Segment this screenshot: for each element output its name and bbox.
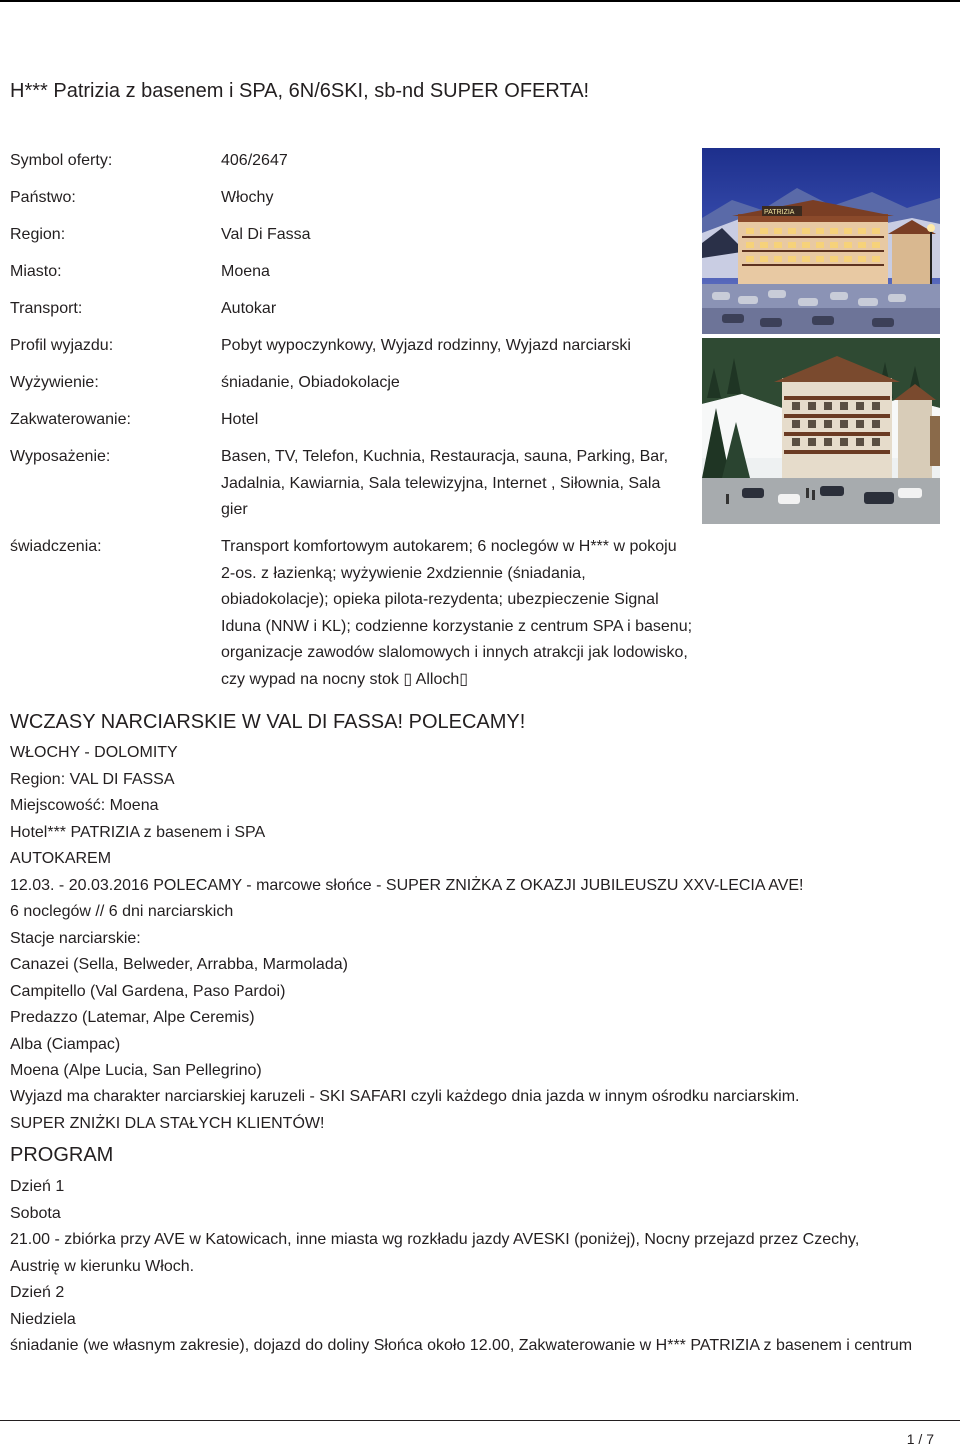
body-line: Hotel*** PATRIZIA z basenem i SPA <box>10 824 266 841</box>
body-line: Stacje narciarskie: <box>10 930 141 947</box>
body-line: Campitello (Val Gardena, Paso Pardoi) <box>10 983 286 1000</box>
body-line: 6 noclegów // 6 dni narciarskich <box>10 903 234 920</box>
value-board: śniadanie, Obiadokolacje <box>221 374 400 391</box>
program-line: Sobota <box>10 1205 61 1222</box>
value-country: Włochy <box>221 189 274 206</box>
footer-rule <box>0 1420 960 1421</box>
hotel-sign-text: PATRIZIA <box>764 209 795 216</box>
label-board: Wyżywienie: <box>10 374 99 391</box>
label-amenities: Wyposażenie: <box>10 448 111 465</box>
body-line: Moena (Alpe Lucia, San Pellegrino) <box>10 1062 262 1079</box>
label-accommodation: Zakwaterowanie: <box>10 411 131 428</box>
body-line: AUTOKAREM <box>10 850 112 867</box>
program-line: 21.00 - zbiórka przy AVE w Katowicach, inne miasta wg rozkładu jazdy AVESKI (poniżej), Nocny przejazd przez Czechy, <box>10 1231 860 1248</box>
program-line: Dzień 2 <box>10 1284 65 1301</box>
label-offer-symbol: Symbol oferty: <box>10 152 113 169</box>
section-heading-program: PROGRAM <box>10 1144 114 1166</box>
hotel-photo-day <box>702 338 940 524</box>
body-line: Miejscowość: Moena <box>10 797 159 814</box>
label-services: świadczenia: <box>10 538 102 555</box>
page-number: 1 / 7 <box>906 1431 934 1447</box>
label-country: Państwo: <box>10 189 76 206</box>
label-region: Region: <box>10 226 66 243</box>
label-trip-profile: Profil wyjazdu: <box>10 337 114 354</box>
value-amenities: Basen, TV, Telefon, Kuchnia, Restauracja, sauna, Parking, Bar, Jadalnia, Kawiarnia, Sala telewizyjna, Internet , Siłownia, Sala gier <box>221 448 669 518</box>
value-region: Val Di Fassa <box>221 226 311 243</box>
offer-title: H*** Patrizia z basenem i SPA, 6N/6SKI, sb-nd SUPER OFERTA! <box>10 80 590 102</box>
body-line: Canazei (Sella, Belweder, Arrabba, Marmolada) <box>10 956 348 973</box>
program-line: Niedziela <box>10 1311 76 1328</box>
value-accommodation: Hotel <box>221 411 259 428</box>
program-line: Austrię w kierunku Włoch. <box>10 1258 195 1275</box>
body-line: Wyjazd ma charakter narciarskiej karuzeli - SKI SAFARI czyli każdego dnia jazda w innym ośrodku narciarskim. <box>10 1088 800 1105</box>
value-services: Transport komfortowym autokarem; 6 noclegów w H*** w pokoju 2-os. z łazienką; wyżywienie 2xdziennie (śniadania, obiadokolacje); opieka pilota-rezydenta; ubezpieczenie Signal Iduna (NNW i KL); codzienne korzystanie z centrum SPA i basenu; organizacje zawodów slalomowych i innych atrakcji jak lodowisko, czy wypad na nocny stok ▯ Alloch▯ <box>221 538 693 688</box>
value-trip-profile: Pobyt wypoczynkowy, Wyjazd rodzinny, Wyjazd narciarski <box>221 337 631 354</box>
value-transport: Autokar <box>221 300 277 317</box>
program-line: Dzień 1 <box>10 1178 65 1195</box>
body-line: Alba (Ciampac) <box>10 1036 121 1053</box>
body-line: 12.03. - 20.03.2016 POLECAMY - marcowe słońce - SUPER ZNIŻKA Z OKAZJI JUBILEUSZU XXV-LECIA AVE! <box>10 877 804 894</box>
label-transport: Transport: <box>10 300 83 317</box>
body-line: WŁOCHY - DOLOMITY <box>10 744 178 761</box>
body-line: SUPER ZNIŻKI DLA STAŁYCH KLIENTÓW! <box>10 1115 325 1132</box>
body-line: Predazzo (Latemar, Alpe Ceremis) <box>10 1009 255 1026</box>
section-heading-ski-holidays: WCZASY NARCIARSKIE W VAL DI FASSA! POLECAMY! <box>10 711 526 733</box>
top-rule <box>0 0 960 2</box>
hotel-photo-dusk <box>702 148 940 334</box>
body-line: Region: VAL DI FASSA <box>10 771 175 788</box>
program-line: śniadanie (we własnym zakresie), dojazd do doliny Słońca około 12.00, Zakwaterowanie w H*** PATRIZIA z basenem i centrum <box>10 1337 913 1354</box>
label-city: Miasto: <box>10 263 62 280</box>
value-offer-symbol: 406/2647 <box>221 152 288 169</box>
value-city: Moena <box>221 263 270 280</box>
